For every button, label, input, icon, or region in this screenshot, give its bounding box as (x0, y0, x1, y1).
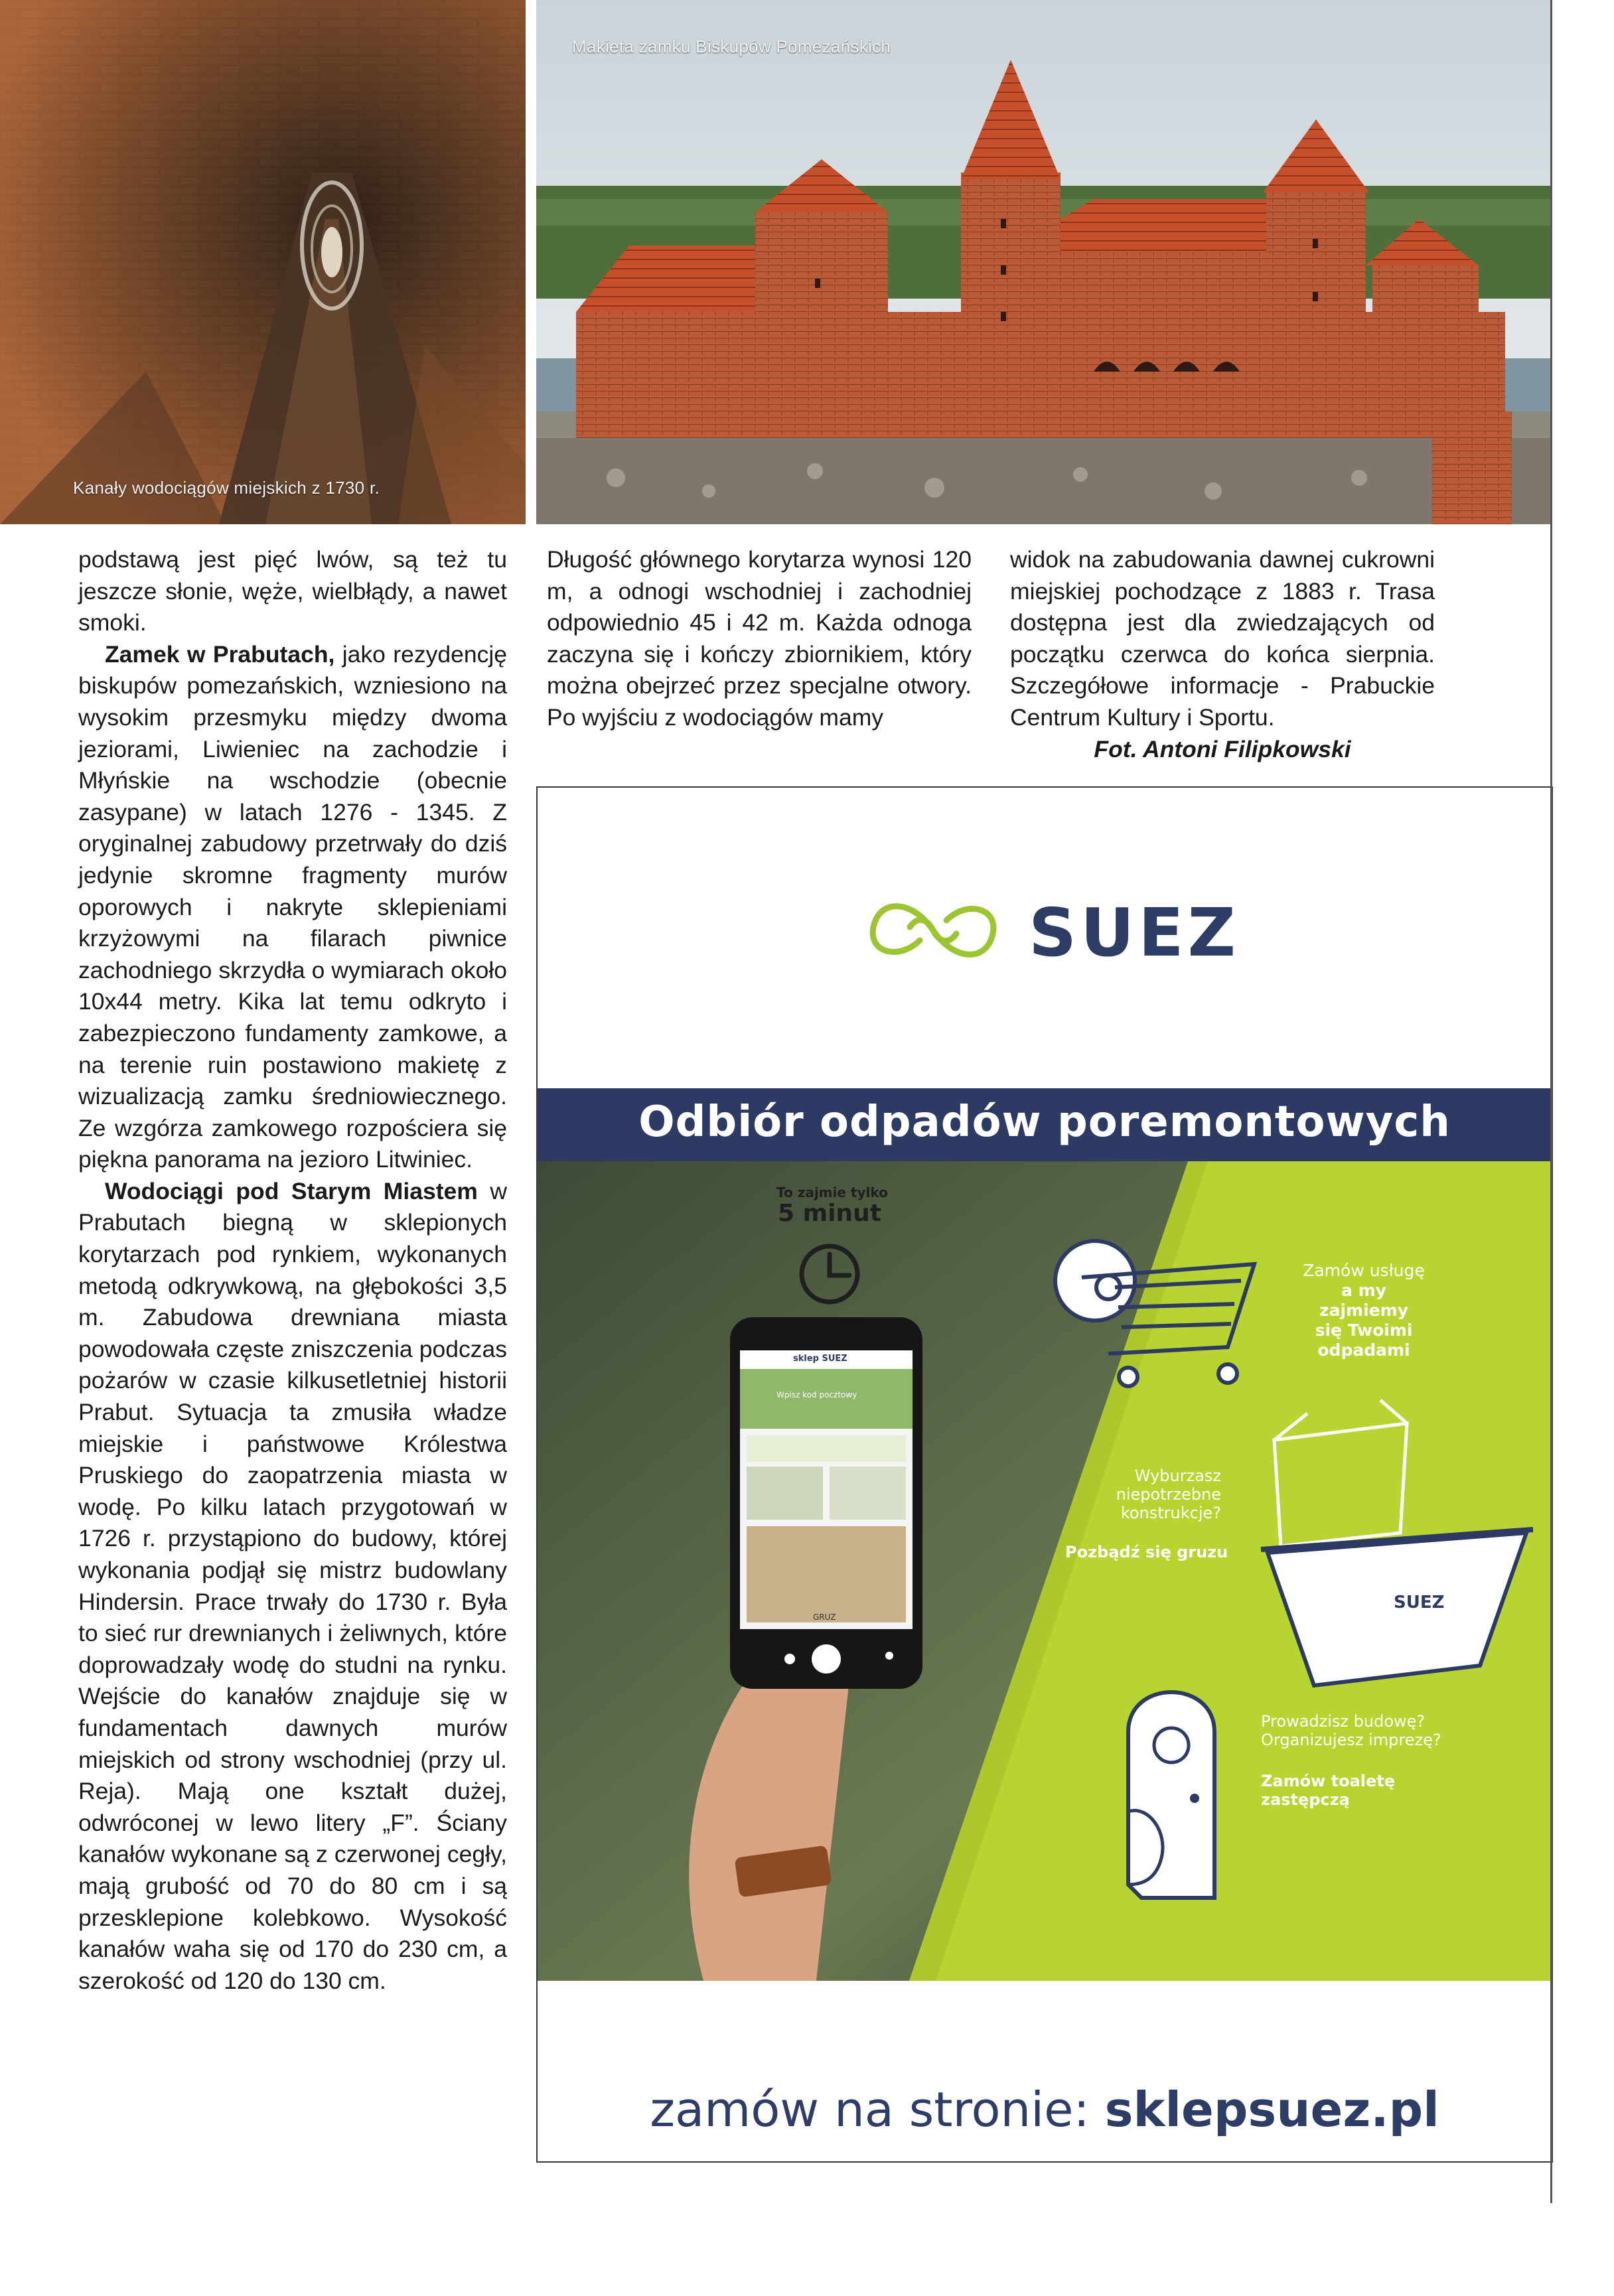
toilet-text (1261, 1772, 1473, 1809)
suez-advertisement (536, 786, 1553, 2163)
photo-credit: Fot. Antoni Filipkowski (1094, 735, 1351, 762)
demolition-text (1062, 1467, 1221, 1522)
phone-header: sklep SUEZ (793, 1354, 847, 1364)
castle-caption: Makieta zamku Biskupów Pomezańskich (572, 36, 891, 56)
paragraph-2 (78, 639, 507, 1176)
page-edge (1550, 0, 1552, 2203)
demolition-line-2: niepotrzebne (1116, 1485, 1221, 1504)
order-line-1: Zamów usługę (1303, 1261, 1425, 1280)
text-column-1 (78, 544, 507, 1997)
order-line-3: się Twoimi (1315, 1321, 1413, 1340)
paragraph-3 (78, 1176, 507, 1997)
headline-banner (538, 1088, 1552, 1161)
demolition-line-3: konstrukcje? (1120, 1504, 1221, 1522)
order-line-2: a my zajmiemy (1319, 1281, 1408, 1320)
tunnel-photo (0, 0, 526, 524)
cta-prefix: zamów na stronie: (650, 2082, 1105, 2137)
waterworks-text: w Prabutach biegną w sklepionych korytarzach pod rynkiem, wykonanych metodą odkrywkową, na głębokości 3,5 m. Zabudowa drewniana miasta powodowała częste zniszczenia podczas pożarów w czasie kilkusetletniej historii Prabut. Sytuacja ta zmusiła władze miejskie i państwowe Królestwa Pruskiego do zaopatrzenia miasta w wodę. Po kilku latach przygotowań w 1726 r. przystąpiono do budowy, której wykonania podjął się mistrz budowlany Hindersin. Prace trwały do 1730 r. Była to sieć rur drewnianych i żeliwnych, które doprowadzały wodę do studni na rynku. Wejście do kanałów znajduje się w fundamentach dawnych murów miejskich od strony wschodniej (przy ul. Reja). Mają one kształt dużej, odwróconej w lewo litery „F”. Ściany kanałów wykonane są z czerwonej cegły, mają grubość od 70 do 80 cm i są przesklepione kolebkowo. Wysokość kanałów waha się od 170 do 230 cm, a szerokość od 120 do 130 cm. (78, 1177, 507, 1994)
phone-tile: GRUZ (813, 1613, 836, 1622)
column3-text: widok na zabudowania dawnej cukrowni miejskiej pochodzące z 1883 r. Trasa dostępna jest dla zwiedzających od początku czerwca do końca sierpnia. Szczegółowe informacje - Prabuckie Centrum Kultury i Sportu. (1010, 546, 1435, 731)
event-text (1261, 1712, 1473, 1749)
cta-website-link[interactable]: sklepsuez.pl (1104, 2082, 1439, 2137)
castle-heading: Zamek w Prabutach, (105, 640, 335, 668)
order-text (1294, 1261, 1433, 1360)
paragraph-1: podstawą jest pięć lwów, są też tu jeszcze słonie, węże, wielbłądy, a nawet smoki. (78, 546, 507, 636)
skip-brand: SUEZ (1394, 1593, 1445, 1613)
toilet-line-1: Zamów toaletę (1261, 1772, 1396, 1790)
cta-line (538, 2082, 1552, 2137)
text-column-3 (1010, 544, 1435, 765)
toilet-line-2: zastępczą (1261, 1790, 1350, 1809)
tunnel-caption: Kanały wodociągów miejskich z 1730 r. (73, 478, 380, 498)
castle-text: jako rezydencję biskupów pomezańskich, wzniesiono na wysokim przesmyku między dwoma jeziorami, Liwieniec na zachodzie i Młyńskie na wschodzie (obecnie zasypane) w latach 1276 - 1345. Z oryginalnej zabudowy przetrwały do dziś jedynie skromne fragmenty murów oporowych i nakryte sklepieniami krzyżowymi na filarach piwnice zachodniego skrzydła o wymiarach około 10x44 metry. Kika lat temu odkryto i zabezpieczono fundamenty zamkowe, a na terenie ruin postawiono makietę z wizualizacją zamku średniowiecznego. Ze wzgórza zamkowego rozpościera się piękna panorama na jezioro Litwiniec. (78, 640, 507, 1173)
order-line-4: odpadami (1317, 1340, 1410, 1360)
suez-wordmark: SUEZ (1029, 894, 1240, 971)
event-line-2: Organizujesz imprezę? (1261, 1731, 1441, 1749)
phone-search: Wpisz kod pocztowy (776, 1390, 857, 1399)
rubble-label: Pozbądź się gruzu (1065, 1543, 1228, 1561)
demolition-line-1: Wyburzasz (1134, 1467, 1221, 1485)
text-column-2 (547, 544, 972, 734)
suez-logo-icon (853, 887, 1013, 973)
ad-visual-panel (538, 1161, 1552, 1981)
ad-headline: Odbiór odpadów poremontowych (638, 1098, 1451, 1147)
waterworks-heading: Wodociągi pod Starym Miastem (105, 1177, 478, 1204)
column2-text: Długość głównego korytarza wynosi 120 m, a odnogi wschodniej i zachodniej odpowiednio 45 i 42 m. Każda odnoga zaczyna się i kończy zbiornikiem, który można obejrzeć przez specjalne otwory. Po wyjściu z wodociągów mamy (547, 546, 972, 731)
timer-value: 5 minut (778, 1200, 881, 1227)
event-line-1: Prowadzisz budowę? (1261, 1712, 1426, 1731)
timer-label: To zajmie tylko (776, 1184, 888, 1200)
castle-photo (536, 0, 1550, 524)
